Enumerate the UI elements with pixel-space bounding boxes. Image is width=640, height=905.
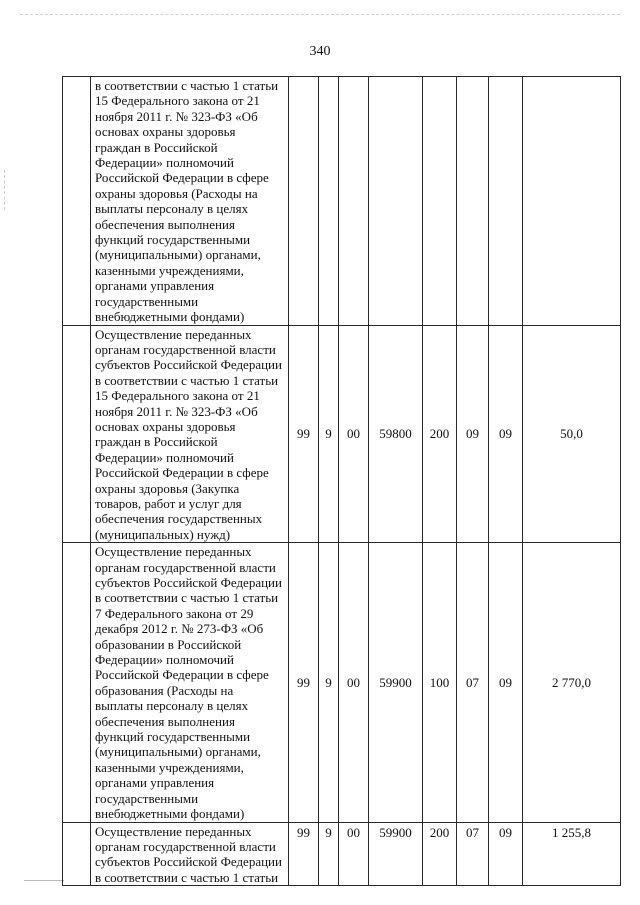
code-cell: 00	[339, 822, 369, 886]
amount-cell: 1 255,8	[523, 822, 621, 886]
code-cell: 59900	[369, 822, 423, 886]
code-cell: 9	[319, 543, 339, 822]
index-cell	[63, 325, 91, 543]
table-row	[63, 822, 621, 886]
code-cell: 09	[489, 543, 523, 822]
code-cell	[457, 77, 489, 326]
amount-cell: 50,0	[523, 325, 621, 543]
description-cell: в соответствии с частью 1 статьи 15 Федерального закона от 21 ноября 2011 г. № 323-ФЗ «Об основах охраны здоровья граждан в Российской Федерации» полномочий Российской Федерации в сфере охраны здоровья (Расходы на выплаты персоналу в целях обеспечения выполнения функций государственными (муниципальными) органами, казенными учреждениями, органами управления государственными внебюджетными фондами)	[91, 77, 289, 326]
code-cell: 99	[289, 325, 319, 543]
scan-left-artifact	[4, 170, 6, 210]
code-cell: 100	[423, 543, 457, 822]
code-cell	[489, 77, 523, 326]
page-number: 340	[309, 44, 331, 59]
code-cell: 09	[489, 325, 523, 543]
code-cell	[289, 77, 319, 326]
budget-table	[62, 76, 621, 886]
amount-cell	[523, 77, 621, 326]
code-cell: 00	[339, 543, 369, 822]
table-row	[63, 77, 621, 326]
amount-cell: 2 770,0	[523, 543, 621, 822]
code-cell: 9	[319, 325, 339, 543]
code-cell: 99	[289, 822, 319, 886]
code-cell: 07	[457, 543, 489, 822]
code-cell: 200	[423, 325, 457, 543]
code-cell: 09	[489, 822, 523, 886]
scan-bottom-artifact	[24, 880, 64, 881]
code-cell	[369, 77, 423, 326]
code-cell: 9	[319, 822, 339, 886]
code-cell: 09	[457, 325, 489, 543]
code-cell: 200	[423, 822, 457, 886]
code-cell	[319, 77, 339, 326]
code-cell: 00	[339, 325, 369, 543]
index-cell	[63, 543, 91, 822]
code-cell	[339, 77, 369, 326]
code-cell: 07	[457, 822, 489, 886]
scan-top-artifact	[20, 14, 620, 15]
description-cell: Осуществление переданных органам государственной власти субъектов Российской Федерации в соответствии с частью 1 статьи 15 Федерального закона от 21 ноября 2011 г. № 323-ФЗ «Об основах охраны здоровья граждан в Российской Федерации» полномочий Российской Федерации в сфере охраны здоровья (Закупка товаров, работ и услуг для обеспечения государственных (муниципальных) нужд)	[91, 325, 289, 543]
index-cell	[63, 822, 91, 886]
code-cell	[423, 77, 457, 326]
code-cell: 59800	[369, 325, 423, 543]
description-cell: Осуществление переданных органам государственной власти субъектов Российской Федерации в соответствии с частью 1 статьи 7 Федерального закона от 29 декабря 2012 г. № 273-ФЗ «Об образовании в Российской Федерации» полномочий Российской Федерации в сфере образования (Расходы на выплаты персоналу в целях обеспечения выполнения функций государственными (муниципальными) органами, казенными учреждениями, органами управления государственными внебюджетными фондами)	[91, 543, 289, 822]
index-cell	[63, 77, 91, 326]
code-cell: 99	[289, 543, 319, 822]
description-cell: Осуществление переданных органам государственной власти субъектов Российской Федерации в соответствии с частью 1 статьи	[91, 822, 289, 886]
table-row	[63, 325, 621, 543]
table-row	[63, 543, 621, 822]
code-cell: 59900	[369, 543, 423, 822]
